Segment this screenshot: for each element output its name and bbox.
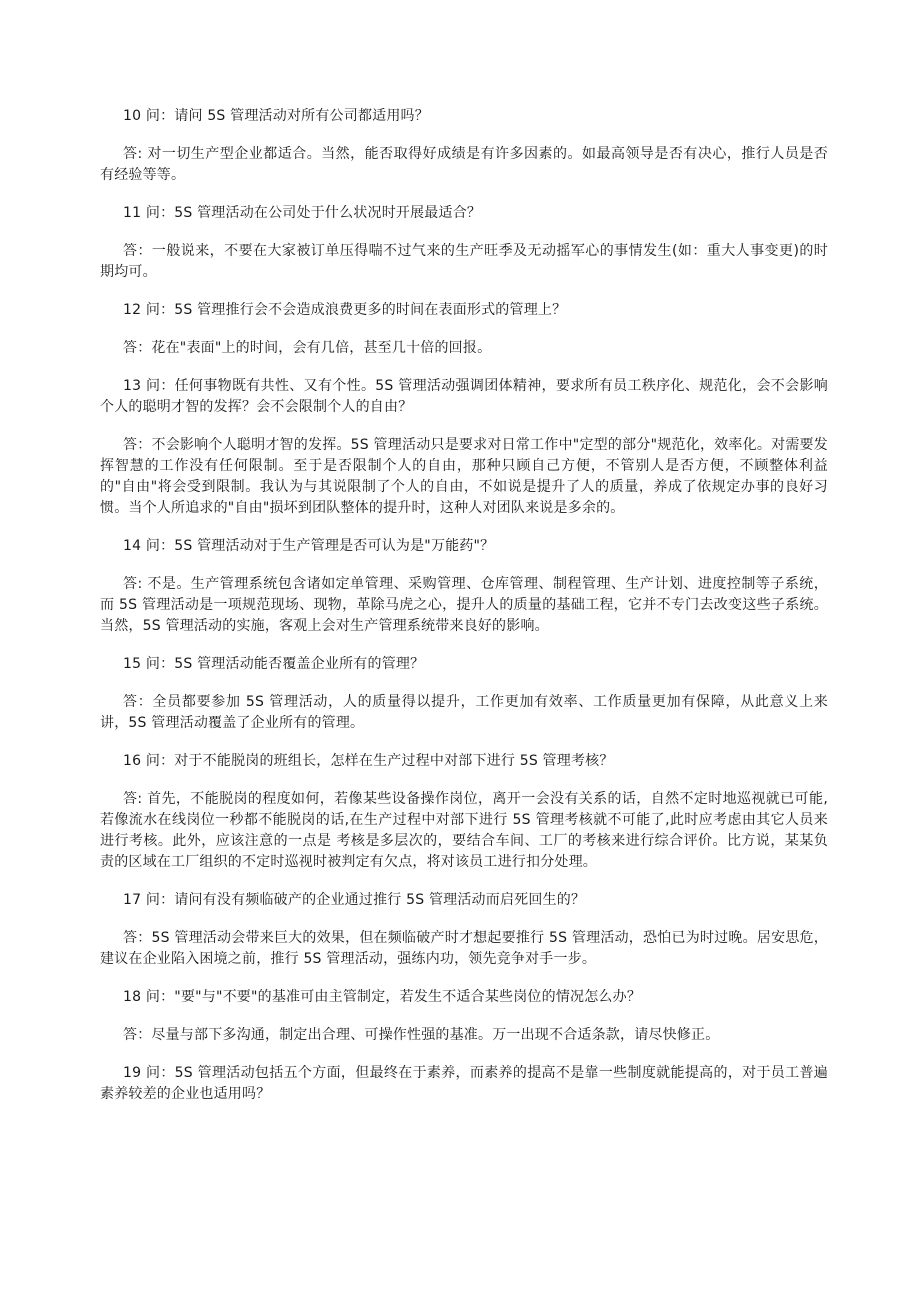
question-18: 18 问："要"与"不要"的基准可由主管制定，若发生不适合某些岗位的情况怎么办？ bbox=[123, 989, 642, 1005]
question-13: 13 问：任何事物既有共性、又有个性。5S 管理活动强调团体精神，要求所有员工秩序化、规范化，会不会影响个人的聪明才智的发挥？会不会限制个人的自由？ bbox=[100, 378, 828, 415]
question-19: 19 问：5S 管理活动包括五个方面，但最终在于素养，而素养的提高不是靠一些制度就能提高的，对于员工普遍素养较差的企业也适用吗？ bbox=[100, 1065, 828, 1102]
question-16: 16 问：对于不能脱岗的班组长，怎样在生产过程中对部下进行 5S 管理考核？ bbox=[123, 753, 614, 769]
answer-14: 答: 不是。生产管理系统包含诸如定单管理、采购管理、仓库管理、制程管理、生产计划、进度控制等子系统，而 5S 管理活动是一项规范现场、现物，革除马虎之心，提升人的质量的基础工程，它并不专门去改变这些子系统。当然，5S 管理活动的实施，客观上会对生产管理系统带来良好的影响。 bbox=[100, 576, 828, 634]
answer-15: 答：全员都要参加 5S 管理活动，人的质量得以提升，工作更加有效率、工作质量更加有保障，从此意义上来讲，5S 管理活动覆盖了企业所有的管理。 bbox=[100, 694, 828, 731]
question-10: 10 问：请问 5S 管理活动对所有公司都适用吗？ bbox=[123, 108, 429, 124]
question-12: 12 问：5S 管理推行会不会造成浪费更多的时间在表面形式的管理上？ bbox=[123, 302, 567, 318]
answer-10: 答: 对一切生产型企业都适合。当然，能否取得好成绩是有许多因素的。如最高领导是否有决心，推行人员是否有经验等等。 bbox=[100, 146, 828, 183]
question-14: 14 问：5S 管理活动对于生产管理是否可认为是"万能药"？ bbox=[123, 538, 495, 554]
question-15: 15 问：5S 管理活动能否覆盖企业所有的管理？ bbox=[123, 656, 425, 672]
answer-16: 答: 首先，不能脱岗的程度如何，若像某些设备操作岗位，离开一会没有关系的话，自然不定时地巡视就已可能,若像流水在线岗位一秒都不能脱岗的话,在生产过程中对部下进行 5S 管理考核就不可能了,此时应考虑由其它人员来进行考核。此外，应该注意的一点是 考核是多层次的，要结合车间、工厂的考核来进行综合评价。比方说，某某负责的区域在工厂组织的不定时巡视时被判定有欠点，将对该员工进行扣分处理。 bbox=[100, 791, 828, 870]
question-17: 17 问：请问有没有频临破产的企业通过推行 5S 管理活动而启死回生的？ bbox=[123, 892, 586, 908]
answer-11: 答：一般说来，不要在大家被订单压得喘不过气来的生产旺季及无动摇军心的事情发生(如：重大人事变更)的时期均可。 bbox=[100, 243, 828, 280]
document-body bbox=[100, 106, 828, 1122]
answer-12: 答：花在"表面"上的时间，会有几倍，甚至几十倍的回报。 bbox=[123, 340, 492, 356]
answer-17: 答：5S 管理活动会带来巨大的效果，但在频临破产时才想起要推行 5S 管理活动，恐怕已为时过晚。居安思危，建议在企业陷入困境之前，推行 5S 管理活动，强练内功，领先竞争对手一步。 bbox=[100, 930, 828, 967]
answer-18: 答：尽量与部下多沟通，制定出合理、可操作性强的基准。万一出现不合适条款，请尽快修正。 bbox=[123, 1027, 720, 1043]
question-11: 11 问：5S 管理活动在公司处于什么状况时开展最适合？ bbox=[123, 205, 482, 221]
answer-13: 答：不会影响个人聪明才智的发挥。5S 管理活动只是要求对日常工作中"定型的部分"规范化，效率化。对需要发挥智慧的工作没有任何限制。至于是否限制个人的自由，那种只顾自己方便，不管别人是否方便，不顾整体利益的"自由"将会受到限制。我认为与其说限制了个人的自由，不如说是提升了人的质量，养成了依规定办事的良好习惯。当个人所追求的"自由"损坏到团队整体的提升时，这种人对团队来说是多余的。 bbox=[100, 437, 828, 516]
